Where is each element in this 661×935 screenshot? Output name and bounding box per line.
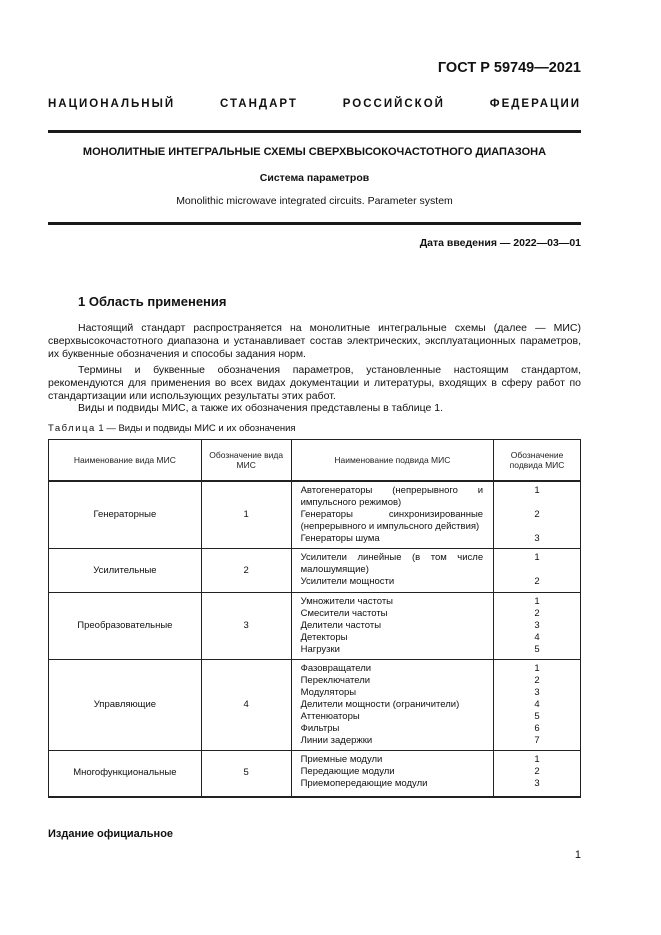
table-caption-label: Таблица bbox=[48, 423, 96, 434]
subtype-name: Фильтры bbox=[300, 723, 340, 734]
type-code-cell: 4 bbox=[201, 660, 291, 751]
subtype-names-cell bbox=[291, 549, 494, 593]
subtype-code: 3 bbox=[534, 687, 540, 698]
subtype-name: Модуляторы bbox=[300, 687, 357, 698]
header-type-code: Обозначение вида МИС bbox=[201, 440, 291, 482]
paragraph-terms: Термины и буквенные обозначения параметров, установленные настоящим стандартом, рекомендуются для применения во всех видах документации и литературы, входящих в сферу работ по стандартизации или использующих результаты этих работ. bbox=[48, 364, 581, 402]
subtype-code: 1 bbox=[534, 485, 540, 496]
subtype-code: 2 bbox=[534, 608, 540, 619]
top-divider bbox=[48, 130, 581, 133]
subtype-name: Автогенераторы (непрерывного и импульсного режимов) bbox=[300, 485, 484, 508]
subtype-codes-cell bbox=[494, 751, 581, 797]
table-caption bbox=[48, 423, 296, 434]
subtype-name: Линии задержки bbox=[300, 735, 373, 746]
type-code-cell: 5 bbox=[201, 751, 291, 797]
subtype-code: 7 bbox=[534, 735, 540, 746]
document-subtitle: Система параметров bbox=[259, 172, 370, 184]
header-subtype-code: Обозначение подвида МИС bbox=[494, 440, 581, 482]
title-divider bbox=[48, 222, 581, 225]
type-code-cell: 1 bbox=[201, 481, 291, 549]
subtype-name: Делители мощности (ограничители) bbox=[300, 699, 460, 710]
type-code-cell: 3 bbox=[201, 593, 291, 660]
subtype-name: Фазовращатели bbox=[300, 663, 372, 674]
document-title-english: Monolithic microwave integrated circuits. Parameter system bbox=[176, 195, 453, 207]
subtype-name: Умножители частоты bbox=[300, 596, 394, 607]
type-name-cell: Преобразовательные bbox=[49, 593, 202, 660]
subtype-code: 5 bbox=[534, 644, 540, 655]
subtype-code: 2 bbox=[534, 766, 540, 777]
subtype-names-cell bbox=[291, 593, 494, 660]
table-caption-text: 1 — Виды и подвиды МИС и их обозначения bbox=[98, 423, 296, 434]
type-code-cell: 2 bbox=[201, 549, 291, 593]
subtype-code: 1 bbox=[534, 596, 540, 607]
subtype-names-cell bbox=[291, 481, 494, 549]
subtype-code: 5 bbox=[534, 711, 540, 722]
types-table bbox=[48, 439, 581, 798]
table-row bbox=[49, 593, 581, 660]
subtype-code: 4 bbox=[534, 632, 540, 643]
subtype-code: 1 bbox=[534, 663, 540, 674]
table-row bbox=[49, 481, 581, 549]
subtype-name: Генераторы синхронизированные (непрерывного и импульсного действия) bbox=[300, 509, 484, 532]
subtype-name: Нагрузки bbox=[300, 644, 340, 655]
subtype-codes-cell bbox=[494, 549, 581, 593]
type-name-cell: Усилительные bbox=[49, 549, 202, 593]
type-name-cell: Генераторные bbox=[49, 481, 202, 549]
subtype-name: Усилители мощности bbox=[300, 576, 395, 587]
subtype-name: Переключатели bbox=[300, 675, 371, 686]
subtype-codes-cell bbox=[494, 481, 581, 549]
subtype-name: Генераторы шума bbox=[300, 533, 380, 544]
subtype-code: 3 bbox=[534, 620, 540, 631]
paragraph-scope: Настоящий стандарт распространяется на монолитные интегральные схемы (далее — МИС) сверхвысокочастотного диапазона и устанавливает состав электрических, эксплуатационных параметров, их буквенные обозначения и способы задания норм. bbox=[48, 322, 581, 360]
header-type-name: Наименование вида МИС bbox=[49, 440, 202, 482]
subtype-name: Передающие модули bbox=[300, 766, 395, 777]
table-row bbox=[49, 660, 581, 751]
official-edition-label: Издание официальное bbox=[48, 828, 174, 840]
subtype-code: 2 bbox=[534, 675, 540, 686]
subtype-codes-cell bbox=[494, 660, 581, 751]
subtype-name: Смесители частоты bbox=[300, 608, 388, 619]
subtype-code: 1 bbox=[534, 552, 540, 563]
subtype-name: Детекторы bbox=[300, 632, 348, 643]
subtype-code: 1 bbox=[534, 754, 540, 765]
subtype-names-cell bbox=[291, 660, 494, 751]
table-row bbox=[49, 549, 581, 593]
page-number: 1 bbox=[574, 849, 581, 861]
subtype-code: 2 bbox=[534, 576, 540, 587]
subtype-code: 3 bbox=[534, 778, 540, 789]
subtype-code: 3 bbox=[534, 533, 540, 544]
subtype-codes-cell bbox=[494, 593, 581, 660]
national-standard-banner: НАЦИОНАЛЬНЫЙ СТАНДАРТ РОССИЙСКОЙ ФЕДЕРАЦИИ bbox=[48, 98, 581, 110]
table-body bbox=[49, 481, 581, 797]
header-subtype-name: Наименование подвида МИС bbox=[291, 440, 494, 482]
subtype-name: Приемопередающие модули bbox=[300, 778, 428, 789]
subtype-code: 4 bbox=[534, 699, 540, 710]
subtype-name: Аттенюаторы bbox=[300, 711, 360, 722]
subtype-name: Усилители линейные (в том числе малошумящие) bbox=[300, 552, 484, 575]
subtype-names-cell bbox=[291, 751, 494, 797]
type-name-cell: Многофункциональные bbox=[49, 751, 202, 797]
standard-number: ГОСТ Р 59749—2021 bbox=[437, 60, 581, 76]
subtype-code: 6 bbox=[534, 723, 540, 734]
subtype-code: 2 bbox=[534, 509, 540, 520]
section-heading: 1 Область применения bbox=[78, 294, 227, 309]
introduction-date: Дата введения — 2022—03—01 bbox=[419, 237, 581, 249]
subtype-name: Делители частоты bbox=[300, 620, 382, 631]
table-row bbox=[49, 751, 581, 797]
document-title: МОНОЛИТНЫЕ ИНТЕГРАЛЬНЫЕ СХЕМЫ СВЕРХВЫСОКОЧАСТОТНОГО ДИАПАЗОНА bbox=[82, 146, 547, 158]
paragraph-table-ref: Виды и подвиды МИС, а также их обозначения представлены в таблице 1. bbox=[78, 402, 444, 414]
type-name-cell: Управляющие bbox=[49, 660, 202, 751]
subtype-name: Приемные модули bbox=[300, 754, 383, 765]
table-header-row bbox=[49, 440, 581, 482]
